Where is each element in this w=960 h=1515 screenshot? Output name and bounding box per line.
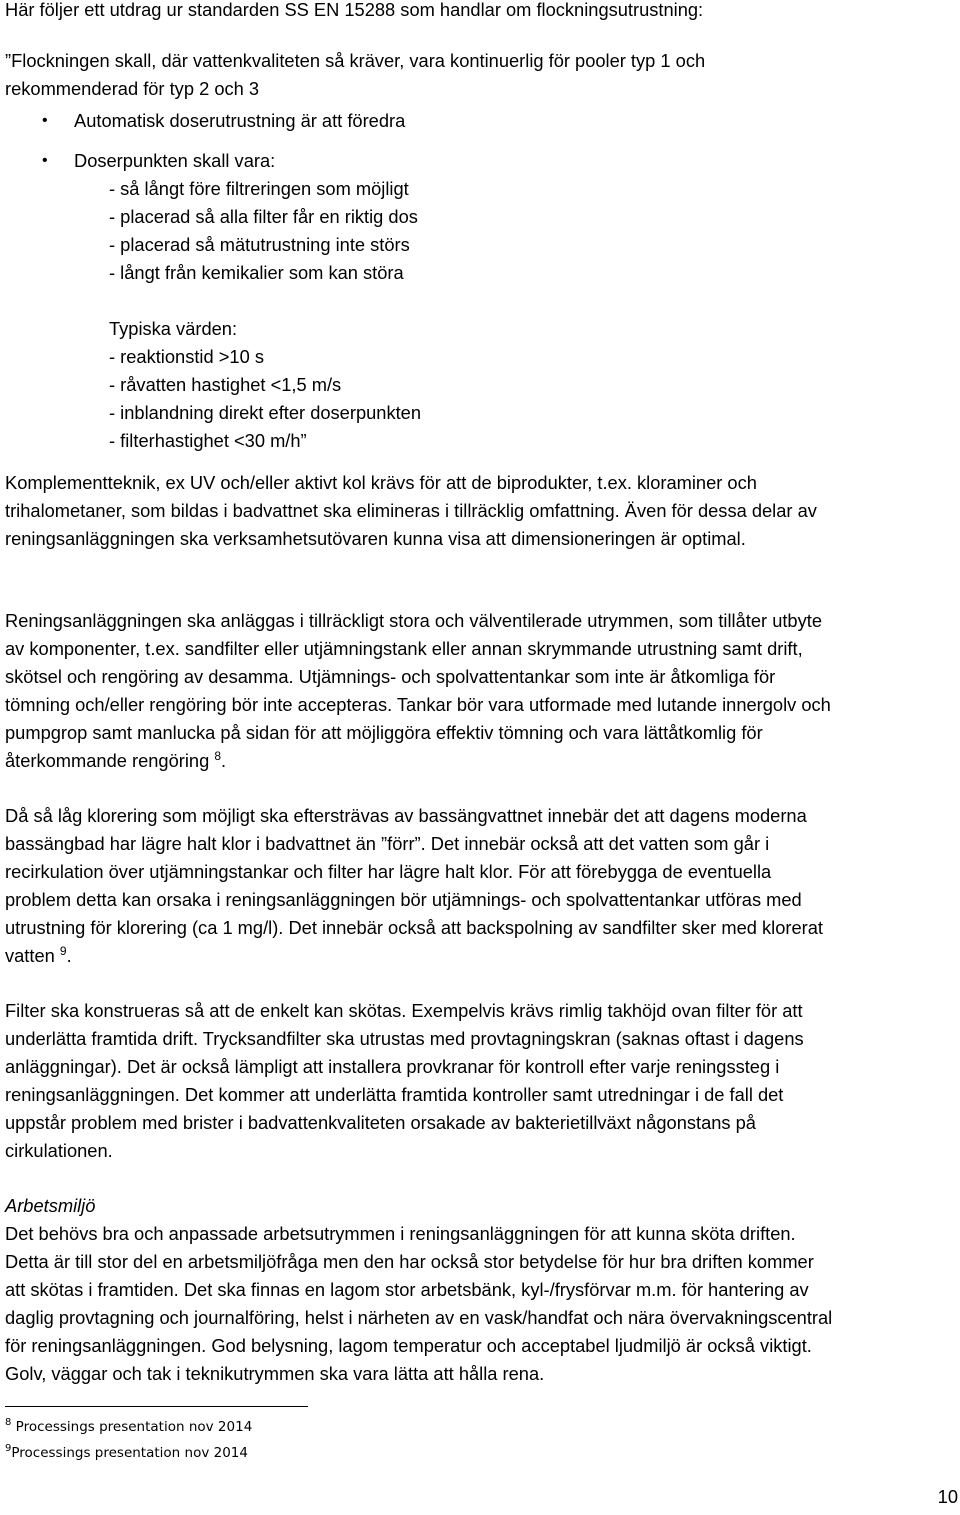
komplementteknik-paragraph — [5, 469, 960, 553]
bullet-text: Automatisk doserutrustning är att föredra — [74, 110, 406, 131]
footnote-text: Processings presentation nov 2014 — [15, 1419, 253, 1435]
list-item: - inblandning direkt efter doserpunkten — [109, 402, 421, 423]
text-fragment: återkommande rengöring — [5, 750, 210, 771]
klorering-paragraph — [5, 802, 960, 970]
text-line: cirkulationen. — [5, 1140, 113, 1161]
text-line — [5, 747, 960, 775]
text-line: Komplementteknik, ex UV och/eller aktivt kol krävs för att de biprodukter, t.ex. kloraminer och — [5, 472, 757, 493]
text-line: utrustning för klorering (ca 1 mg/l). Det innebär också att backspolning av sandfilter sker med klorerat — [5, 917, 823, 938]
bullet-dot-icon: • — [42, 112, 48, 129]
standard-quote — [5, 47, 960, 103]
text-line: tömning och/eller rengöring bör inte accepteras. Tankar bör vara utformade med lutande innergolv och — [5, 694, 831, 715]
footnote-text: Processings presentation nov 2014 — [11, 1445, 248, 1461]
reningsanlaggning-paragraph — [5, 607, 960, 775]
text-line: Då så låg klorering som möjligt ska eftersträvas av bassängvattnet innebär det att dagens moderna — [5, 805, 807, 826]
text-line: trihalometaner, som bildas i badvattnet ska elimineras i tillräcklig omfattning. Även för dessa delar av — [5, 500, 817, 521]
typical-values-block — [109, 315, 421, 455]
list-item: - så långt före filtreringen som möjligt — [109, 178, 409, 199]
text-line: Golv, väggar och tak i teknikutrymmen ska vara lätta att hålla rena. — [5, 1363, 545, 1384]
footnote — [5, 1418, 252, 1436]
footnote-number: 9 — [5, 1443, 12, 1454]
typical-values-title: Typiska värden: — [109, 318, 238, 339]
arbetsmiljo-paragraph — [5, 1220, 960, 1388]
footnote — [5, 1444, 248, 1462]
list-item: - långt från kemikalier som kan störa — [109, 262, 404, 283]
text-line: Reningsanläggningen ska anläggas i tillräckligt stora och välventilerade utrymmen, som tillåter utbyte — [5, 610, 822, 631]
bullet-dot-icon: • — [42, 152, 48, 169]
list-item: - placerad så mätutrustning inte störs — [109, 234, 410, 255]
bullet-text: Doserpunkten skall vara: — [74, 150, 276, 171]
period: . — [66, 945, 72, 966]
quote-line: ”Flockningen skall, där vattenkvaliteten så kräver, vara kontinuerlig för pooler typ 1 och — [5, 50, 706, 71]
list-item: - placerad så alla filter får en riktig dos — [109, 206, 418, 227]
period: . — [221, 750, 227, 771]
text-line: av komponenter, t.ex. sandfilter eller utjämningstank eller annan skrymmande utrustning samt drift, — [5, 638, 803, 659]
footnote-reference[interactable]: 9 — [59, 944, 67, 958]
list-item: - filterhastighet <30 m/h” — [109, 430, 307, 451]
arbetsmiljo-heading: Arbetsmiljö — [5, 1195, 96, 1216]
text-line: pumpgrop samt manlucka på sidan för att möjliggöra effektiv tömning och vara lättåtkomlig för — [5, 722, 763, 743]
text-line: underlätta framtida drift. Trycksandfilter ska utrustas med provtagningskran (saknas oftast i dagens — [5, 1028, 804, 1049]
text-line: för reningsanläggningen. God belysning, lagom temperatur och acceptabel ljudmiljö är också viktigt. — [5, 1335, 812, 1356]
text-line: anläggningar). Det är också lämpligt att installera provkranar för kontroll efter varje reningssteg i — [5, 1056, 780, 1077]
text-line: Detta är till stor del en arbetsmiljöfråga men den har också stor betydelse för hur bra driften kommer — [5, 1251, 814, 1272]
quote-line: rekommenderad för typ 2 och 3 — [5, 78, 260, 99]
text-line: att skötas i framtiden. Det ska finnas en lagom stor arbetsbänk, kyl-/frysförvar m.m. för hantering av — [5, 1279, 809, 1300]
filter-paragraph — [5, 997, 960, 1165]
text-line: daglig provtagning och journalföring, helst i närheten av en vask/handfat och nära övervakningscentral — [5, 1307, 833, 1328]
text-line: recirkulation över utjämningstankar och filter har lägre halt klor. För att förebygga de eventuella — [5, 861, 772, 882]
footnote-divider — [5, 1406, 308, 1407]
text-line: problem detta kan orsaka i reningsanläggningen bör utjämnings- och spolvattentankar utföras med — [5, 889, 802, 910]
text-fragment: vatten — [5, 945, 55, 966]
list-item: - råvatten hastighet <1,5 m/s — [109, 374, 342, 395]
footnote-reference[interactable]: 8 — [214, 749, 222, 763]
doserpunkt-list — [109, 175, 418, 287]
intro-paragraph: Här följer ett utdrag ur standarden SS EN 15288 som handlar om flockningsutrustning: — [5, 0, 704, 20]
text-line: bassängbad har lägre halt klor i badvattnet än ”förr”. Det innebär också att det vatten som går i — [5, 833, 770, 854]
text-line: reningsanläggningen. Det kommer att underlätta framtida kontroller samt utredningar i de fall det — [5, 1084, 784, 1105]
text-line: uppstår problem med brister i badvattenkvaliteten orsakade av bakterietillväxt någonstans på — [5, 1112, 756, 1133]
text-line: Filter ska konstrueras så att de enkelt kan skötas. Exempelvis krävs rimlig takhöjd ovan filter för att — [5, 1000, 803, 1021]
text-line: reningsanläggningen ska verksamhetsutövaren kunna visa att dimensioneringen är optimal. — [5, 528, 746, 549]
text-line: skötsel och rengöring av desamma. Utjämnings- och spolvattentankar som inte är åtkomliga för — [5, 666, 776, 687]
page-number: 10 — [937, 1486, 958, 1507]
text-line — [5, 942, 960, 970]
footnote-number: 8 — [5, 1417, 12, 1428]
list-item: - reaktionstid >10 s — [109, 346, 264, 367]
text-line: Det behövs bra och anpassade arbetsutrymmen i reningsanläggningen för att kunna sköta driften. — [5, 1223, 796, 1244]
